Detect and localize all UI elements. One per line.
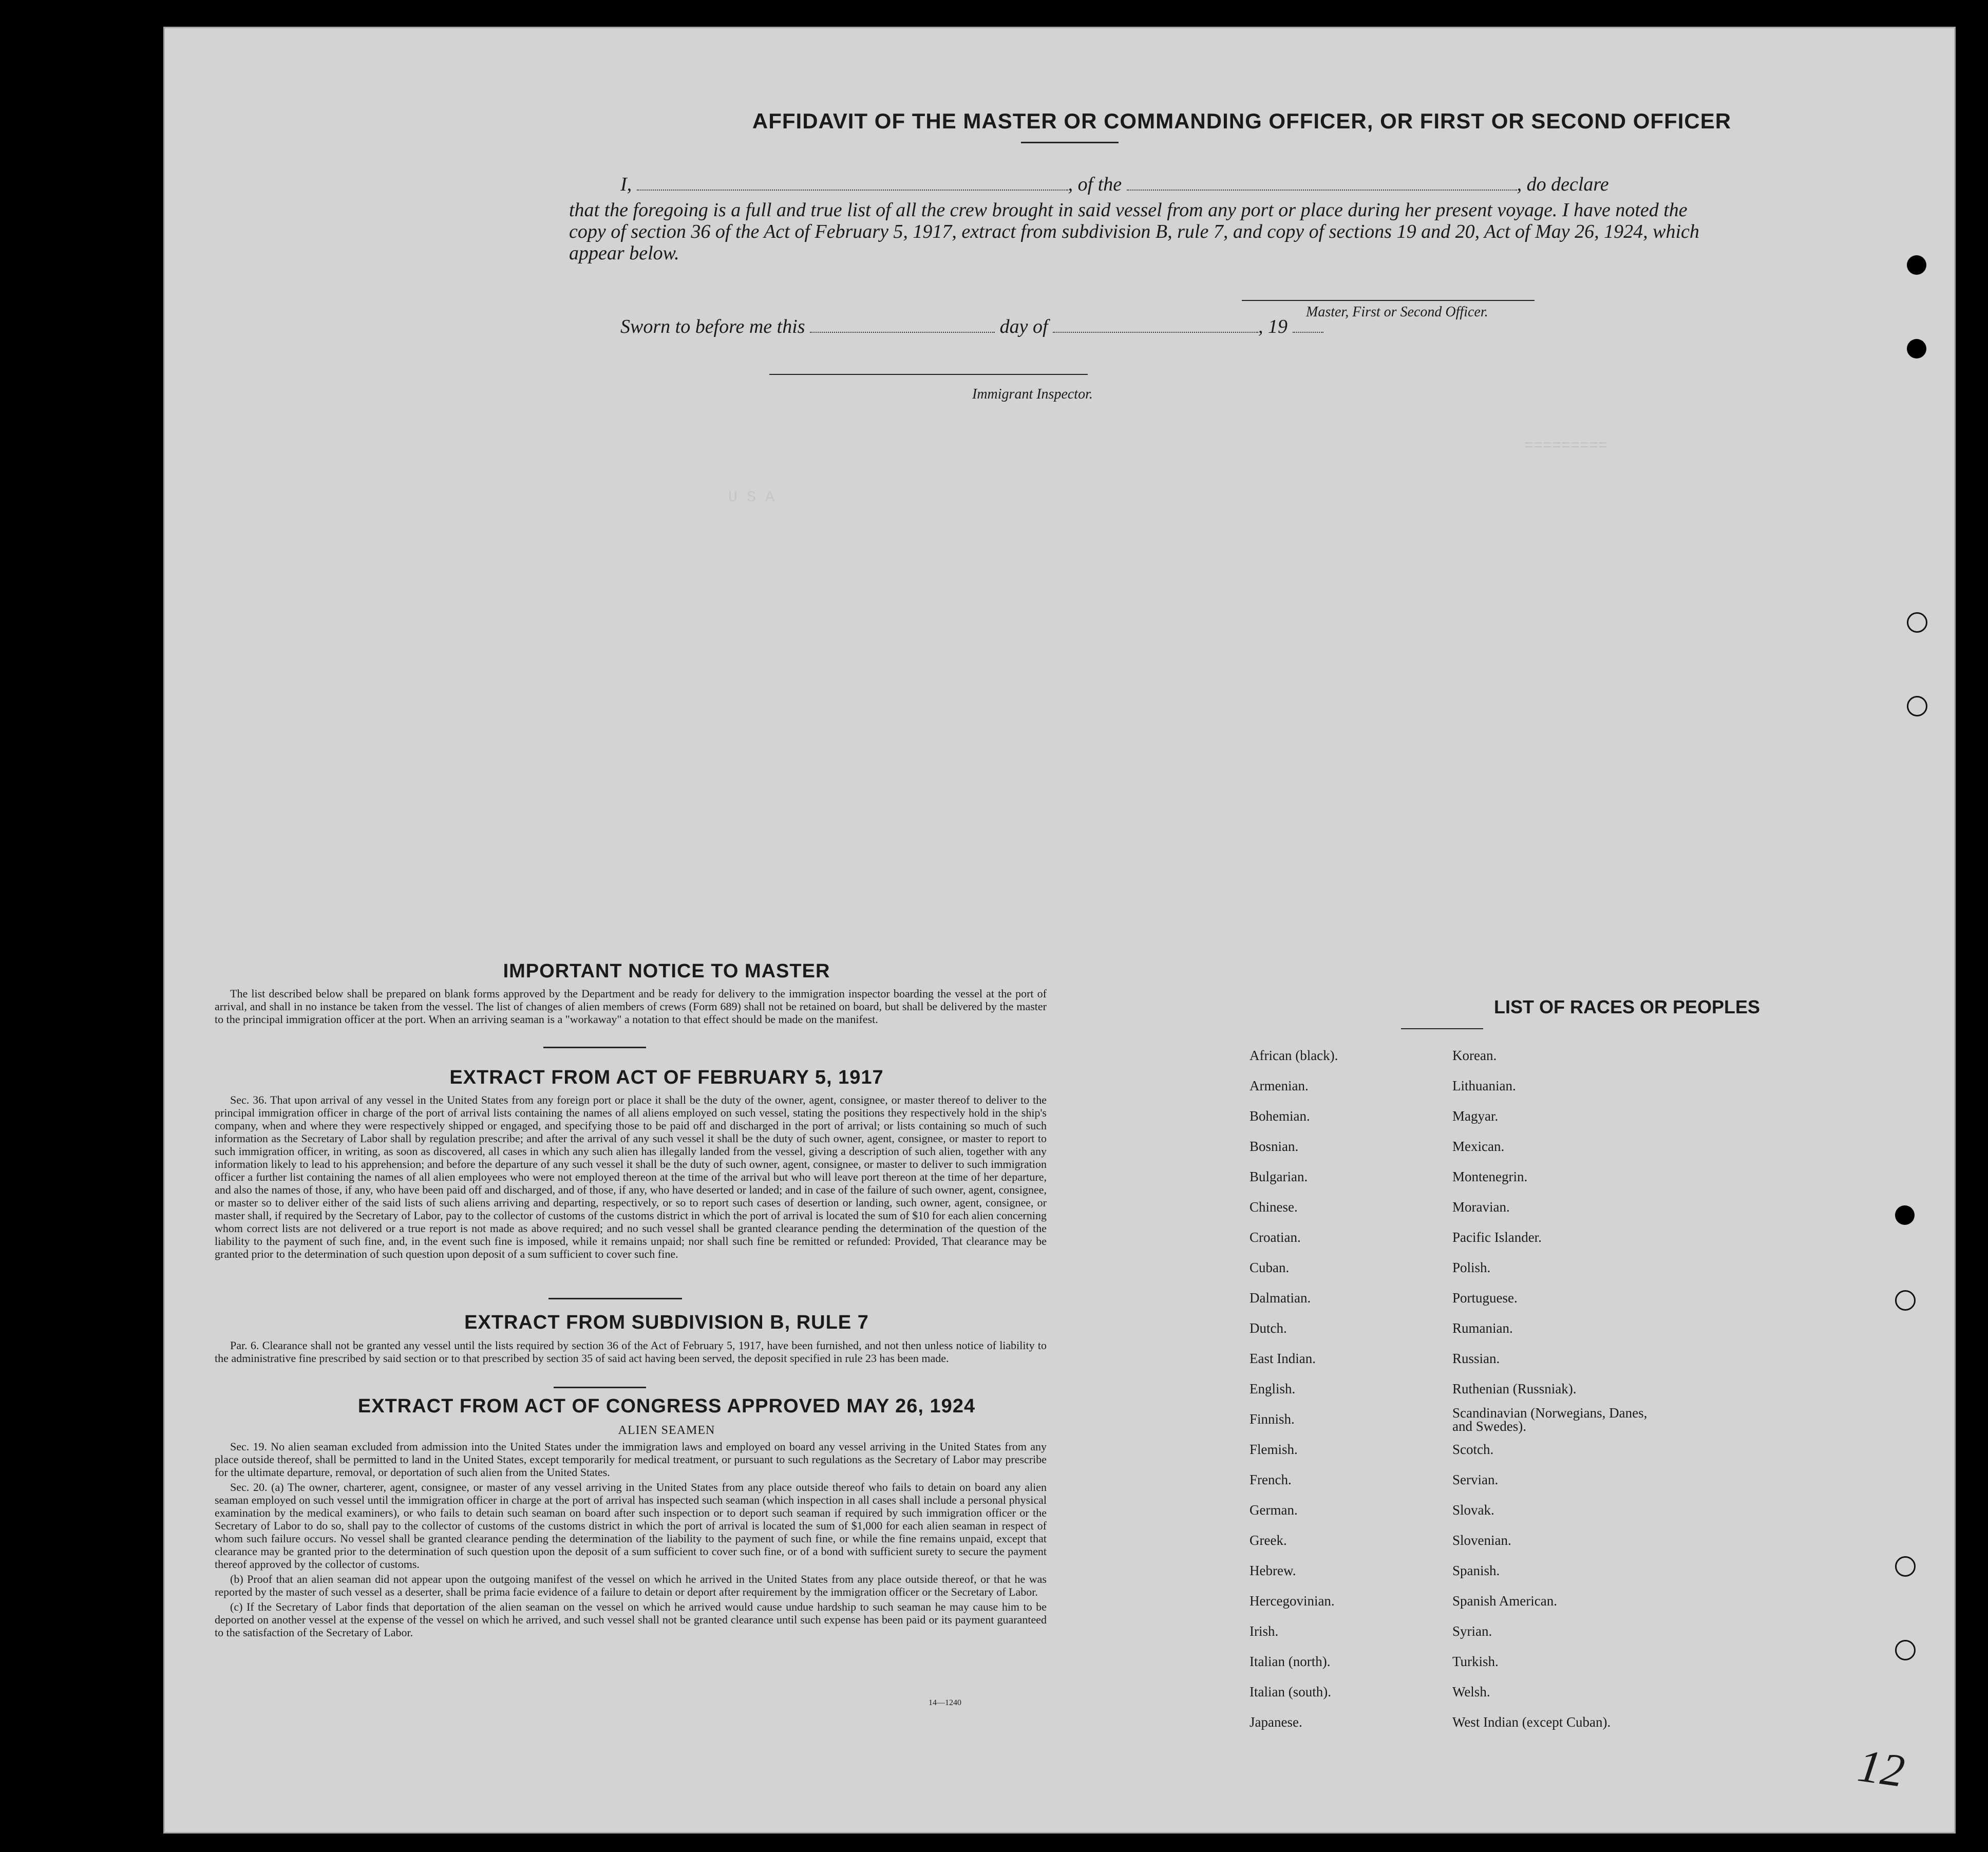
punch-hole-7	[1895, 1556, 1916, 1577]
year-label: , 19	[1258, 316, 1288, 337]
race-item: Slovenian.	[1452, 1533, 1511, 1548]
punch-hole-5	[1895, 1205, 1915, 1225]
race-item: Finnish.	[1249, 1411, 1295, 1427]
sec-36-paragraph: Sec. 36. That upon arrival of any vessel in the United States from any foreign port or place it shall be the duty of the owner, agent, consignee, or master thereof to deliver to the principal immigration officer in charge of the port of arrival lists containing the names of all aliens employed on such vessel, stating the positions they respectively hold in the ship's company, when and where they were respectively shipped or engaged, and specifying those to be paid off and discharged in the port of arrival; or lists containing so much of such information as the Secretary of Labor shall by regulation prescribe; and after the arrival of any such vessel it shall be the duty of such owner, agent, consignee, or master to report to such immigration officer, in writing, as soon as discovered, all cases in which any such alien has illegally landed from the vessel, giving a description of such alien, together with any information likely to lead to his apprehension; and before the departure of any such vessel it shall be the duty of such owner, agent, consignee, or master to deliver to such immigration officer a further list containing the names of all alien employees who were not employed thereon at the time of the arrival but who will leave port thereon at the time of her departure, and also the names of those, if any, who have been paid off and discharged, and of those, if any, who have deserted or landed; and in case of the failure of such owner, agent, consignee, or master so to deliver either of the said lists of such aliens arriving and departing, respectively, or so to report such cases of desertion or landing, such owner, agent, consignee, or master shall, if required by the Secretary of Labor, pay to the collector of customs of the customs district in which the port of arrival is located the sum of $10 for each alien concerning whom correct lists are not delivered or a true report is not made as above required; and no such vessel shall be granted clearance pending the determination of the question of the liability to the payment of such fine, and, in the event such fine is imposed, while it remains unpaid; nor shall such fine be remitted or refunded: Provided, That clearance may be granted prior to the determination of such question upon deposit of a sum sufficient to cover such fine.	[215, 1093, 1047, 1260]
punch-hole-4	[1907, 696, 1927, 716]
subdivision-title: EXTRACT FROM SUBDIVISION B, RULE 7	[464, 1312, 869, 1333]
declare-label: , do declare	[1517, 174, 1609, 195]
margin-handwritten-mark: 12	[1854, 1740, 1908, 1797]
par-6-paragraph: Par. 6. Clearance shall not be granted any vessel until the lists required by section 36 of the Act of February 5, 1917, have been furnished, and not then unless notice of liability to the administrative fine prescribed by said section or to that prescribed by section 35 of said act having been served, the deposit specified in rule 23 has been made.	[215, 1339, 1047, 1365]
title-rule	[1021, 142, 1119, 143]
sec-20c-paragraph: (c) If the Secretary of Labor finds that deportation of the alien seaman on the vessel on which he arrived would cause undue hardship to such seaman he may cause him to be deported on another vessel at the expense of the vessel on which he arrived, and such vessel shall not be granted clearance until such expense has been paid or its payment guaranteed to the satisfaction of the Secretary of Labor.	[215, 1600, 1047, 1639]
race-item: French.	[1249, 1472, 1292, 1487]
extract-1924-text	[215, 1440, 1047, 1641]
race-item: Scandinavian (Norwegians, Danes, and Swedes).	[1452, 1405, 1648, 1434]
sworn-day-field[interactable]	[810, 332, 995, 333]
vessel-field[interactable]	[1127, 190, 1517, 191]
subdivision-text	[215, 1339, 1047, 1367]
race-item: Scotch.	[1452, 1442, 1494, 1457]
notice-title: IMPORTANT NOTICE TO MASTER	[503, 960, 830, 982]
race-item: Hercegovinian.	[1249, 1593, 1335, 1609]
race-item: Turkish.	[1452, 1654, 1499, 1669]
race-item: Irish.	[1249, 1623, 1279, 1639]
race-item: Polish.	[1452, 1260, 1491, 1275]
race-item: Lithuanian.	[1452, 1078, 1516, 1093]
race-item: Welsh.	[1452, 1684, 1490, 1699]
sworn-line	[620, 315, 1323, 338]
race-item: East Indian.	[1249, 1351, 1316, 1366]
sec-20a-paragraph: Sec. 20. (a) The owner, charterer, agent, consignee, or master of any vessel arriving in the United States from any place outside thereof who fails to detain on board any alien seaman employed on such vessel until the immigration officer in charge at the port of arrival has inspected such seaman (which inspection in all cases shall include a personal physical examination by the medical examiners), or who fails to detain such seaman on board after such inspection or to deport such seaman if required by such immigration officer or the Secretary of Labor to do so, shall pay to the collector of customs of the customs district in which the port of arrival is located the sum of $1,000 for each alien seaman in respect of whom such failure occurs. No vessel shall be granted clearance pending the determination of the liability to the payment of such fine, or while the fine remains unpaid, except that clearance may be granted prior to the determination of such question upon the deposit of a sum sufficient to cover such fine, or of a bond with sufficient surety to secure the payment thereof approved by the collector of customs.	[215, 1481, 1047, 1571]
sworn-year-field[interactable]	[1293, 332, 1323, 333]
race-item: Armenian.	[1249, 1078, 1309, 1093]
race-item: Dalmatian.	[1249, 1290, 1311, 1306]
day-of-label: day of	[999, 316, 1048, 337]
race-item: African (black).	[1249, 1048, 1338, 1063]
race-item: Chinese.	[1249, 1199, 1298, 1215]
punch-hole-2	[1907, 339, 1926, 358]
race-item: Servian.	[1452, 1472, 1499, 1487]
race-item: Italian (north).	[1249, 1654, 1331, 1669]
race-item: Pacific Islander.	[1452, 1230, 1542, 1245]
i-label: I,	[620, 174, 632, 195]
extract-1917-text	[215, 1093, 1047, 1262]
race-item: Hebrew.	[1249, 1563, 1296, 1578]
race-item: Croatian.	[1249, 1230, 1301, 1245]
races-rule	[1401, 1028, 1483, 1029]
notice-paragraph: The list described below shall be prepared on blank forms approved by the Department and be ready for delivery to the immigration inspector boarding the vessel at the port of arrival, and shall in no instance be taken from the vessel. The list of changes of alien members of crews (Form 689) shall not be retained on board, but shall be delivered by the master to the principal immigration officer at the port. When an arriving seaman is a "workaway" a notation to that effect should be made on the manifest.	[215, 987, 1047, 1026]
extract-1917-title: EXTRACT FROM ACT OF FEBRUARY 5, 1917	[449, 1067, 884, 1088]
notice-text	[215, 987, 1047, 1028]
master-signature-line	[1242, 300, 1535, 301]
race-item: Slovak.	[1452, 1502, 1494, 1518]
race-item: Bosnian.	[1249, 1139, 1299, 1154]
race-item: German.	[1249, 1502, 1298, 1518]
sworn-label: Sworn to before me this	[620, 316, 805, 337]
race-item: Bohemian.	[1249, 1108, 1310, 1124]
races-title: LIST OF RACES OR PEOPLES	[1493, 996, 1760, 1017]
bleed-through: ========= U S A	[728, 438, 1608, 506]
punch-hole-6	[1895, 1290, 1916, 1311]
subdivision-rule	[554, 1387, 646, 1388]
race-item: Spanish American.	[1452, 1593, 1557, 1609]
affidavit-line-1	[620, 173, 1609, 196]
race-item: Montenegrin.	[1452, 1169, 1528, 1184]
document-sheet	[163, 27, 1956, 1834]
affidavit-title: AFFIDAVIT OF THE MASTER OR COMMANDING OFFICER, OR FIRST OR SECOND OFFICER	[752, 109, 1732, 133]
punch-hole-3	[1907, 612, 1927, 633]
race-item: Ruthenian (Russniak).	[1452, 1381, 1577, 1396]
alien-seamen-subtitle: ALIEN SEAMEN	[618, 1424, 715, 1437]
race-item: English.	[1249, 1381, 1296, 1396]
race-item: Japanese.	[1249, 1714, 1302, 1730]
punch-hole-1	[1907, 255, 1926, 275]
race-item: Magyar.	[1452, 1108, 1499, 1124]
race-item: Moravian.	[1452, 1199, 1510, 1215]
name-field[interactable]	[637, 190, 1068, 191]
race-item: Dutch.	[1249, 1320, 1287, 1336]
race-item: Korean.	[1452, 1048, 1497, 1063]
race-item: Rumanian.	[1452, 1320, 1513, 1336]
race-item: Cuban.	[1249, 1260, 1290, 1275]
affidavit-body: that the foregoing is a full and true list of all the crew brought in said vessel from any port or place during her present voyage. I have noted the copy of section 36 of the Act of February 5, 1917, extract from subdivision B, rule 7, and copy of sections 19 and 20, Act of May 26, 1924, which appear below.	[569, 199, 1699, 264]
inspector-signature-line	[769, 374, 1088, 375]
form-code: 14—1240	[929, 1698, 961, 1707]
inspector-caption: Immigrant Inspector.	[972, 386, 1093, 402]
race-item: Italian (south).	[1249, 1684, 1331, 1699]
race-item: Mexican.	[1452, 1139, 1505, 1154]
of-the-label: , of the	[1068, 174, 1122, 195]
race-item: Flemish.	[1249, 1442, 1298, 1457]
punch-hole-8	[1895, 1640, 1916, 1660]
sec-20b-paragraph: (b) Proof that an alien seaman did not appear upon the outgoing manifest of the vessel on which he arrived in the United States from any place outside thereof, or that he was reported by the master of such vessel as a deserter, shall be prima facie evidence of a failure to detain or deport after requirement by the immigration officer or the Secretary of Labor.	[215, 1573, 1047, 1598]
race-item: Syrian.	[1452, 1623, 1492, 1639]
race-item: Portuguese.	[1452, 1290, 1518, 1306]
race-item: West Indian (except Cuban).	[1452, 1714, 1611, 1730]
master-caption: Master, First or Second Officer.	[1306, 304, 1488, 320]
sworn-month-field[interactable]	[1053, 332, 1258, 333]
race-item: Russian.	[1452, 1351, 1500, 1366]
sec-19-paragraph: Sec. 19. No alien seaman excluded from admission into the United States under the immigration laws and employed on board any vessel arriving in the United States from any place outside thereof, shall be permitted to land in the United States, except temporarily for medical treatment, or pursuant to such regulations as the Secretary of Labor may prescribe for the ultimate departure, removal, or deportation of such alien from the United States.	[215, 1440, 1047, 1479]
notice-rule	[543, 1047, 646, 1048]
race-item: Bulgarian.	[1249, 1169, 1308, 1184]
extract-1924-title: EXTRACT FROM ACT OF CONGRESS APPROVED MAY 26, 1924	[357, 1395, 976, 1417]
race-item: Spanish.	[1452, 1563, 1500, 1578]
extract-1917-rule	[548, 1298, 682, 1299]
race-item: Greek.	[1249, 1533, 1287, 1548]
